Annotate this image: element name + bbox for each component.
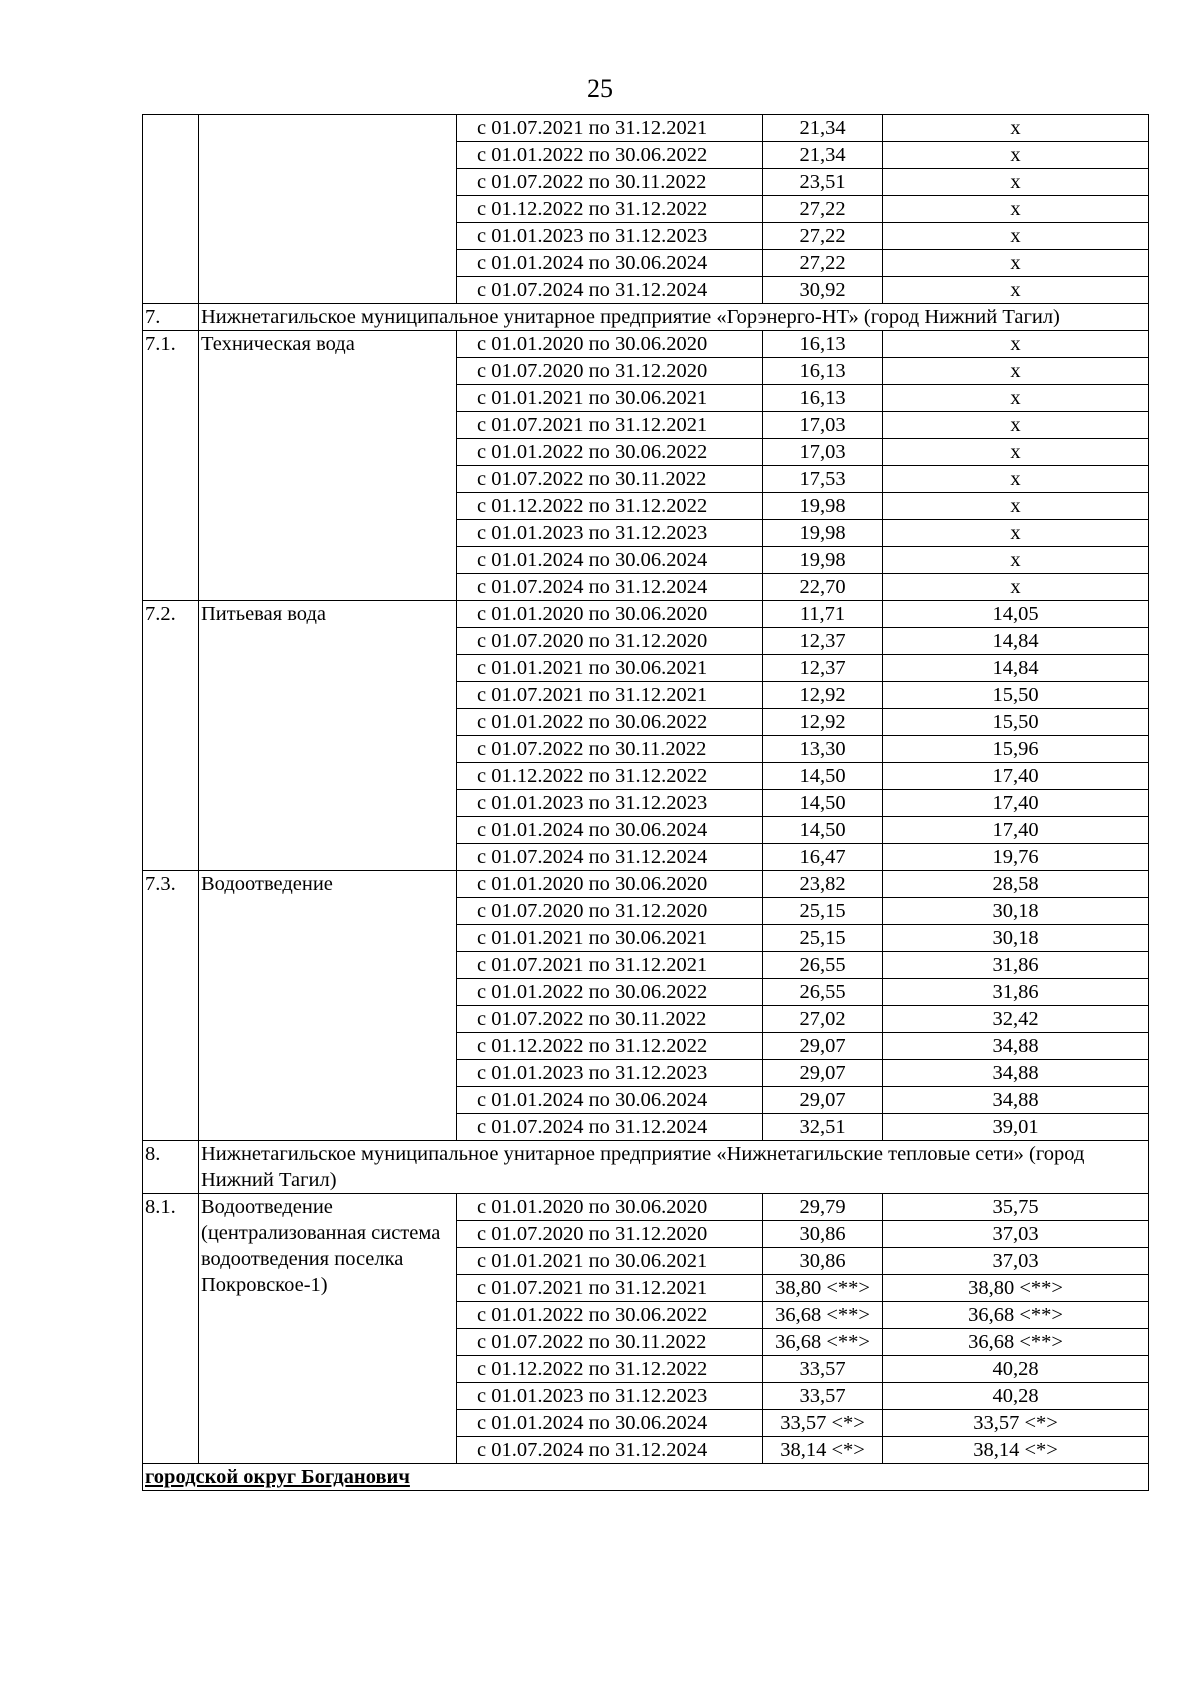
tariff-without-vat-cell: 26,55	[763, 979, 883, 1006]
period-cell: с 01.01.2023 по 31.12.2023	[457, 223, 763, 250]
tariff-table-body	[143, 115, 1149, 1491]
tariff-with-vat-cell: х	[883, 466, 1149, 493]
period-cell: с 01.01.2021 по 30.06.2021	[457, 655, 763, 682]
period-cell: с 01.07.2022 по 30.11.2022	[457, 1329, 763, 1356]
tariff-with-vat-cell: 32,42	[883, 1006, 1149, 1033]
period-cell: с 01.07.2024 по 31.12.2024	[457, 574, 763, 601]
tariff-without-vat-cell: 12,37	[763, 628, 883, 655]
tariff-without-vat-cell: 38,80 <**>	[763, 1275, 883, 1302]
tariff-without-vat-cell: 38,14 <*>	[763, 1437, 883, 1464]
service-name: Водоотведение (централизованная система водоотведения поселка Покровское-1)	[199, 1194, 457, 1464]
tariff-without-vat-cell: 33,57	[763, 1356, 883, 1383]
period-cell: с 01.07.2020 по 31.12.2020	[457, 628, 763, 655]
tariff-with-vat-cell: 31,86	[883, 952, 1149, 979]
tariff-without-vat-cell: 16,13	[763, 358, 883, 385]
tariff-with-vat-cell: х	[883, 385, 1149, 412]
tariff-with-vat-cell: 17,40	[883, 763, 1149, 790]
tariff-with-vat-cell: 35,75	[883, 1194, 1149, 1221]
period-cell: с 01.01.2024 по 30.06.2024	[457, 250, 763, 277]
tariff-with-vat-cell: х	[883, 196, 1149, 223]
tariff-with-vat-cell: 37,03	[883, 1248, 1149, 1275]
tariff-with-vat-cell: х	[883, 142, 1149, 169]
table-row	[143, 1194, 1149, 1221]
period-cell: с 01.12.2022 по 31.12.2022	[457, 196, 763, 223]
tariff-without-vat-cell: 16,47	[763, 844, 883, 871]
tariff-without-vat-cell: 33,57	[763, 1383, 883, 1410]
service-name: Техническая вода	[199, 331, 457, 601]
tariff-without-vat-cell: 17,03	[763, 439, 883, 466]
organization-row	[143, 304, 1149, 331]
period-cell: с 01.01.2023 по 31.12.2023	[457, 1060, 763, 1087]
tariff-without-vat-cell: 27,02	[763, 1006, 883, 1033]
tariff-with-vat-cell: 39,01	[883, 1114, 1149, 1141]
tariff-with-vat-cell: х	[883, 115, 1149, 142]
tariff-without-vat-cell: 11,71	[763, 601, 883, 628]
tariff-with-vat-cell: х	[883, 547, 1149, 574]
tariff-without-vat-cell: 36,68 <**>	[763, 1302, 883, 1329]
tariff-without-vat-cell: 29,07	[763, 1033, 883, 1060]
tariff-with-vat-cell: 19,76	[883, 844, 1149, 871]
tariff-without-vat-cell: 27,22	[763, 196, 883, 223]
period-cell: с 01.01.2020 по 30.06.2020	[457, 601, 763, 628]
tariff-without-vat-cell: 19,98	[763, 520, 883, 547]
period-cell: с 01.12.2022 по 31.12.2022	[457, 763, 763, 790]
tariff-with-vat-cell: х	[883, 358, 1149, 385]
tariff-without-vat-cell: 12,37	[763, 655, 883, 682]
tariff-without-vat-cell: 16,13	[763, 385, 883, 412]
period-cell: с 01.07.2022 по 30.11.2022	[457, 1006, 763, 1033]
period-cell: с 01.07.2024 по 31.12.2024	[457, 277, 763, 304]
period-cell: с 01.07.2020 по 31.12.2020	[457, 358, 763, 385]
tariff-with-vat-cell: х	[883, 520, 1149, 547]
tariff-with-vat-cell: 34,88	[883, 1087, 1149, 1114]
tariff-without-vat-cell: 30,86	[763, 1221, 883, 1248]
tariff-with-vat-cell: 40,28	[883, 1356, 1149, 1383]
period-cell: с 01.01.2021 по 30.06.2021	[457, 925, 763, 952]
tariff-with-vat-cell: 40,28	[883, 1383, 1149, 1410]
tariff-without-vat-cell: 19,98	[763, 547, 883, 574]
tariff-without-vat-cell: 25,15	[763, 925, 883, 952]
tariff-without-vat-cell: 12,92	[763, 709, 883, 736]
table-row	[143, 601, 1149, 628]
district-title: городской округ Богданович	[145, 1466, 410, 1488]
section-number: 8.1.	[143, 1194, 199, 1464]
tariff-with-vat-cell: 36,68 <**>	[883, 1302, 1149, 1329]
section-number: 7.	[143, 304, 199, 331]
period-cell: с 01.12.2022 по 31.12.2022	[457, 1356, 763, 1383]
tariff-with-vat-cell: 14,84	[883, 628, 1149, 655]
tariff-with-vat-cell: 17,40	[883, 817, 1149, 844]
tariff-table	[142, 114, 1149, 1491]
tariff-without-vat-cell: 30,86	[763, 1248, 883, 1275]
tariff-with-vat-cell: х	[883, 331, 1149, 358]
district-row	[143, 1464, 1149, 1491]
period-cell: с 01.01.2024 по 30.06.2024	[457, 1410, 763, 1437]
period-cell: с 01.01.2022 по 30.06.2022	[457, 979, 763, 1006]
period-cell: с 01.07.2022 по 30.11.2022	[457, 466, 763, 493]
period-cell: с 01.07.2021 по 31.12.2021	[457, 952, 763, 979]
tariff-with-vat-cell: 30,18	[883, 898, 1149, 925]
section-number: 7.3.	[143, 871, 199, 1141]
tariff-with-vat-cell: х	[883, 169, 1149, 196]
service-name: Питьевая вода	[199, 601, 457, 871]
table-row	[143, 115, 1149, 142]
period-cell: с 01.07.2024 по 31.12.2024	[457, 1114, 763, 1141]
period-cell: с 01.12.2022 по 31.12.2022	[457, 493, 763, 520]
tariff-without-vat-cell: 12,92	[763, 682, 883, 709]
period-cell: с 01.01.2022 по 30.06.2022	[457, 709, 763, 736]
tariff-with-vat-cell: 14,05	[883, 601, 1149, 628]
tariff-without-vat-cell: 14,50	[763, 763, 883, 790]
tariff-with-vat-cell: 15,50	[883, 682, 1149, 709]
tariff-with-vat-cell: 15,96	[883, 736, 1149, 763]
period-cell: с 01.12.2022 по 31.12.2022	[457, 1033, 763, 1060]
tariff-with-vat-cell: 17,40	[883, 790, 1149, 817]
tariff-without-vat-cell: 30,92	[763, 277, 883, 304]
tariff-without-vat-cell: 14,50	[763, 790, 883, 817]
period-cell: с 01.07.2021 по 31.12.2021	[457, 1275, 763, 1302]
tariff-with-vat-cell: 38,14 <*>	[883, 1437, 1149, 1464]
tariff-with-vat-cell: 28,58	[883, 871, 1149, 898]
tariff-with-vat-cell: х	[883, 439, 1149, 466]
tariff-without-vat-cell: 29,07	[763, 1087, 883, 1114]
tariff-without-vat-cell: 17,53	[763, 466, 883, 493]
tariff-without-vat-cell: 13,30	[763, 736, 883, 763]
tariff-without-vat-cell: 27,22	[763, 223, 883, 250]
period-cell: с 01.01.2020 по 30.06.2020	[457, 871, 763, 898]
tariff-with-vat-cell: х	[883, 493, 1149, 520]
period-cell: с 01.01.2024 по 30.06.2024	[457, 1087, 763, 1114]
period-cell: с 01.07.2021 по 31.12.2021	[457, 115, 763, 142]
district-cell	[143, 1464, 1149, 1491]
period-cell: с 01.01.2022 по 30.06.2022	[457, 142, 763, 169]
service-name-empty	[199, 115, 457, 304]
period-cell: с 01.01.2020 по 30.06.2020	[457, 1194, 763, 1221]
tariff-with-vat-cell: 31,86	[883, 979, 1149, 1006]
period-cell: с 01.01.2023 по 31.12.2023	[457, 520, 763, 547]
tariff-without-vat-cell: 23,82	[763, 871, 883, 898]
period-cell: с 01.07.2022 по 30.11.2022	[457, 736, 763, 763]
organization-name: Нижнетагильское муниципальное унитарное предприятие «Нижнетагильские тепловые сети» (город Нижний Тагил)	[199, 1141, 1149, 1194]
period-cell: с 01.07.2021 по 31.12.2021	[457, 412, 763, 439]
period-cell: с 01.01.2022 по 30.06.2022	[457, 439, 763, 466]
tariff-with-vat-cell: 38,80 <**>	[883, 1275, 1149, 1302]
period-cell: с 01.01.2021 по 30.06.2021	[457, 1248, 763, 1275]
tariff-without-vat-cell: 14,50	[763, 817, 883, 844]
service-name: Водоотведение	[199, 871, 457, 1141]
section-number-empty	[143, 115, 199, 304]
tariff-with-vat-cell: 34,88	[883, 1060, 1149, 1087]
period-cell: с 01.01.2024 по 30.06.2024	[457, 817, 763, 844]
tariff-with-vat-cell: 30,18	[883, 925, 1149, 952]
tariff-without-vat-cell: 36,68 <**>	[763, 1329, 883, 1356]
section-number: 7.1.	[143, 331, 199, 601]
tariff-without-vat-cell: 21,34	[763, 142, 883, 169]
tariff-without-vat-cell: 29,79	[763, 1194, 883, 1221]
tariff-with-vat-cell: 36,68 <**>	[883, 1329, 1149, 1356]
tariff-without-vat-cell: 33,57 <*>	[763, 1410, 883, 1437]
period-cell: с 01.01.2021 по 30.06.2021	[457, 385, 763, 412]
tariff-without-vat-cell: 23,51	[763, 169, 883, 196]
section-number: 8.	[143, 1141, 199, 1194]
period-cell: с 01.07.2024 по 31.12.2024	[457, 844, 763, 871]
period-cell: с 01.07.2020 по 31.12.2020	[457, 898, 763, 925]
tariff-with-vat-cell: 15,50	[883, 709, 1149, 736]
tariff-without-vat-cell: 21,34	[763, 115, 883, 142]
tariff-with-vat-cell: х	[883, 574, 1149, 601]
tariff-without-vat-cell: 32,51	[763, 1114, 883, 1141]
tariff-with-vat-cell: х	[883, 277, 1149, 304]
organization-row	[143, 1141, 1149, 1194]
organization-name: Нижнетагильское муниципальное унитарное предприятие «Горэнерго-НТ» (город Нижний Тагил)	[199, 304, 1149, 331]
tariff-with-vat-cell: х	[883, 250, 1149, 277]
tariff-without-vat-cell: 27,22	[763, 250, 883, 277]
period-cell: с 01.01.2022 по 30.06.2022	[457, 1302, 763, 1329]
period-cell: с 01.01.2023 по 31.12.2023	[457, 1383, 763, 1410]
tariff-with-vat-cell: 33,57 <*>	[883, 1410, 1149, 1437]
period-cell: с 01.07.2024 по 31.12.2024	[457, 1437, 763, 1464]
tariff-without-vat-cell: 16,13	[763, 331, 883, 358]
tariff-without-vat-cell: 17,03	[763, 412, 883, 439]
tariff-without-vat-cell: 19,98	[763, 493, 883, 520]
period-cell: с 01.01.2023 по 31.12.2023	[457, 790, 763, 817]
tariff-without-vat-cell: 22,70	[763, 574, 883, 601]
table-row	[143, 871, 1149, 898]
period-cell: с 01.07.2022 по 30.11.2022	[457, 169, 763, 196]
tariff-with-vat-cell: х	[883, 412, 1149, 439]
tariff-with-vat-cell: х	[883, 223, 1149, 250]
period-cell: с 01.01.2020 по 30.06.2020	[457, 331, 763, 358]
tariff-with-vat-cell: 34,88	[883, 1033, 1149, 1060]
tariff-with-vat-cell: 37,03	[883, 1221, 1149, 1248]
page-number: 25	[587, 74, 613, 103]
period-cell: с 01.01.2024 по 30.06.2024	[457, 547, 763, 574]
tariff-without-vat-cell: 29,07	[763, 1060, 883, 1087]
period-cell: с 01.07.2021 по 31.12.2021	[457, 682, 763, 709]
tariff-with-vat-cell: 14,84	[883, 655, 1149, 682]
period-cell: с 01.07.2020 по 31.12.2020	[457, 1221, 763, 1248]
section-number: 7.2.	[143, 601, 199, 871]
tariff-without-vat-cell: 25,15	[763, 898, 883, 925]
tariff-without-vat-cell: 26,55	[763, 952, 883, 979]
table-row	[143, 331, 1149, 358]
